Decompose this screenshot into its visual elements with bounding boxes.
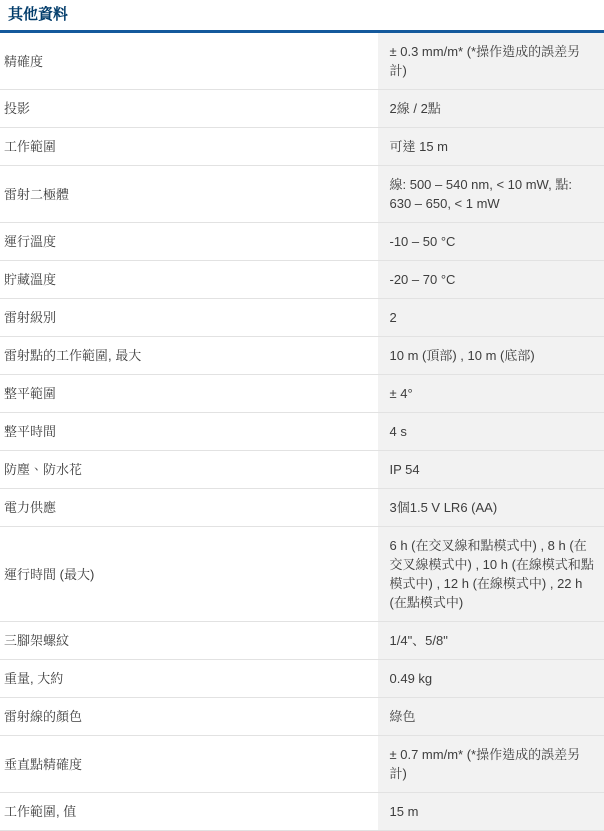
spec-label: 電力供應 <box>0 489 378 527</box>
spec-label: 貯藏溫度 <box>0 261 378 299</box>
spec-label: 整平範圍 <box>0 375 378 413</box>
spec-value: 15 m <box>378 793 604 831</box>
spec-value: 6 h (在交叉線和點模式中) , 8 h (在交叉線模式中) , 10 h (在線模式和點模式中) , 12 h (在線模式中) , 22 h (在點模式中) <box>378 527 604 622</box>
specs-table <box>0 33 604 831</box>
spec-label: 重量, 大約 <box>0 660 378 698</box>
table-row <box>0 489 604 527</box>
spec-label: 精確度 <box>0 33 378 90</box>
table-row <box>0 698 604 736</box>
spec-value: 綠色 <box>378 698 604 736</box>
table-row <box>0 128 604 166</box>
table-row <box>0 622 604 660</box>
spec-value: 0.49 kg <box>378 660 604 698</box>
spec-value: -20 – 70 °C <box>378 261 604 299</box>
spec-label: 運行溫度 <box>0 223 378 261</box>
table-row <box>0 451 604 489</box>
table-row <box>0 90 604 128</box>
spec-value: 1/4"、5/8" <box>378 622 604 660</box>
spec-value: 2線 / 2點 <box>378 90 604 128</box>
table-row <box>0 166 604 223</box>
table-row <box>0 299 604 337</box>
table-row <box>0 413 604 451</box>
spec-label: 工作範圍, 值 <box>0 793 378 831</box>
spec-label: 三腳架螺紋 <box>0 622 378 660</box>
spec-value: 可達 15 m <box>378 128 604 166</box>
table-row <box>0 375 604 413</box>
spec-label: 運行時間 (最大) <box>0 527 378 622</box>
spec-value: ± 4° <box>378 375 604 413</box>
spec-value: 4 s <box>378 413 604 451</box>
table-row <box>0 736 604 793</box>
table-row <box>0 527 604 622</box>
spec-value: 線: 500 – 540 nm, < 10 mW, 點: 630 – 650, < 1 mW <box>378 166 604 223</box>
spec-value: ± 0.7 mm/m* (*操作造成的誤差另計) <box>378 736 604 793</box>
spec-label: 雷射級別 <box>0 299 378 337</box>
spec-label: 投影 <box>0 90 378 128</box>
spec-value: 2 <box>378 299 604 337</box>
section-title: 其他資料 <box>8 7 604 23</box>
spec-label: 雷射二極體 <box>0 166 378 223</box>
table-row <box>0 33 604 90</box>
spec-label: 防塵、防水花 <box>0 451 378 489</box>
spec-value: 10 m (頂部) , 10 m (底部) <box>378 337 604 375</box>
spec-label: 整平時間 <box>0 413 378 451</box>
table-row <box>0 337 604 375</box>
specs-table-body <box>0 33 604 831</box>
spec-label: 垂直點精確度 <box>0 736 378 793</box>
spec-label: 工作範圍 <box>0 128 378 166</box>
spec-label: 雷射點的工作範圍, 最大 <box>0 337 378 375</box>
table-row <box>0 261 604 299</box>
spec-value: 3個1.5 V LR6 (AA) <box>378 489 604 527</box>
table-row <box>0 223 604 261</box>
spec-label: 雷射線的顏色 <box>0 698 378 736</box>
table-row <box>0 793 604 831</box>
specs-section <box>0 7 604 831</box>
table-row <box>0 660 604 698</box>
spec-value: -10 – 50 °C <box>378 223 604 261</box>
spec-value: ± 0.3 mm/m* (*操作造成的誤差另計) <box>378 33 604 90</box>
spec-value: IP 54 <box>378 451 604 489</box>
